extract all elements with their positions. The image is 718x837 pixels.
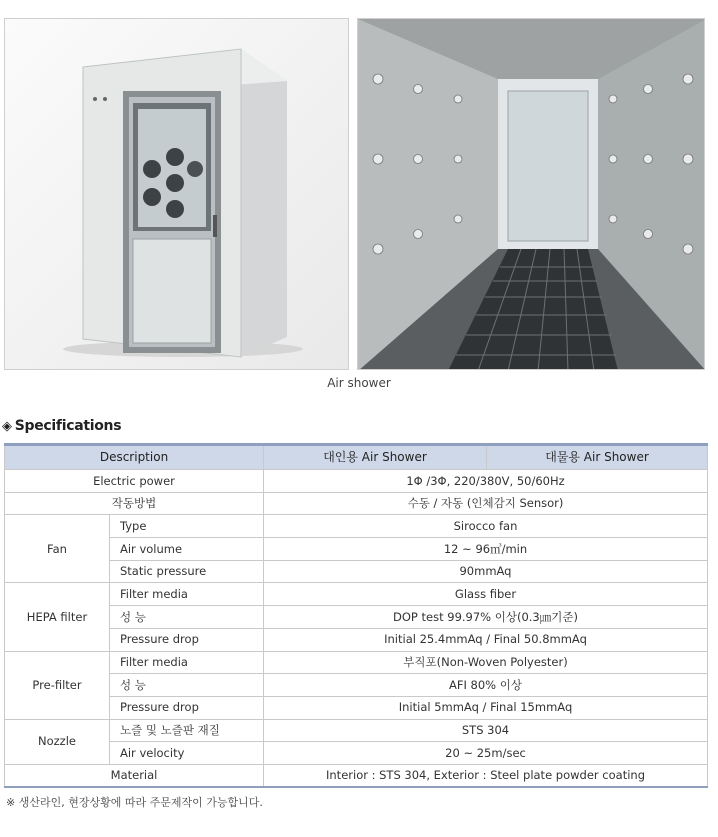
table-row [5,719,708,742]
table-row [5,674,708,697]
row-label: Pressure drop [110,696,264,719]
row-label: 노즐 및 노즐판 재질 [110,719,264,742]
row-label: 작동방법 [5,492,264,515]
table-row [5,651,708,674]
table-row [5,538,708,561]
diamond-bullet-icon: ◈ [2,419,12,434]
row-label: Pressure drop [110,628,264,651]
table-row [5,764,708,787]
row-value: AFI 80% 이상 [264,674,708,697]
group-label-nozzle: Nozzle [5,719,110,764]
row-label: Static pressure [110,560,264,583]
header-cargo-air-shower: 대물용 Air Shower [487,445,708,470]
air-shower-cabinet-icon [5,19,349,370]
table-header-row [5,445,708,470]
row-value: Glass fiber [264,583,708,606]
row-value: Interior : STS 304, Exterior : Steel plate powder coating [264,764,708,787]
row-label: Type [110,515,264,538]
row-label: Air velocity [110,742,264,765]
air-shower-interior-icon [358,19,705,370]
header-description: Description [5,445,264,470]
row-value: Initial 5mmAq / Final 15mmAq [264,696,708,719]
row-value: 12 ~ 96㎥/min [264,538,708,561]
row-label: Filter media [110,651,264,674]
table-row [5,560,708,583]
table-row [5,583,708,606]
row-label: Air volume [110,538,264,561]
row-label: 성 능 [110,606,264,629]
table-row [5,515,708,538]
row-value: DOP test 99.97% 이상(0.3㎛기준) [264,606,708,629]
row-value: 20 ~ 25m/sec [264,742,708,765]
row-value: 90mmAq [264,560,708,583]
specifications-heading [2,418,121,434]
air-shower-interior-photo [357,18,705,370]
row-label: 성 능 [110,674,264,697]
row-label: Material [5,764,264,787]
row-value: 1Φ /3Φ, 220/380V, 50/60Hz [264,470,708,493]
row-label: Electric power [5,470,264,493]
heading-title: Specifications [14,418,122,434]
header-person-air-shower: 대인용 Air Shower [264,445,487,470]
row-value: Initial 25.4mmAq / Final 50.8mmAq [264,628,708,651]
table-row [5,696,708,719]
row-label: Filter media [110,583,264,606]
specifications-table [4,443,708,788]
group-label-prefilter: Pre-filter [5,651,110,719]
row-value: Sirocco fan [264,515,708,538]
row-value: 부직포(Non-Woven Polyester) [264,651,708,674]
table-row [5,470,708,493]
photo-caption: Air shower [327,376,391,390]
table-row [5,628,708,651]
group-label-hepa: HEPA filter [5,583,110,651]
row-value: STS 304 [264,719,708,742]
table-row [5,492,708,515]
air-shower-exterior-photo [4,18,349,370]
custom-order-note: ※ 생산라인, 현장상황에 따라 주문제작이 가능합니다. [6,796,263,809]
table-row [5,742,708,765]
row-value: 수동 / 자동 (인체감지 Sensor) [264,492,708,515]
group-label-fan: Fan [5,515,110,583]
table-row [5,606,708,629]
